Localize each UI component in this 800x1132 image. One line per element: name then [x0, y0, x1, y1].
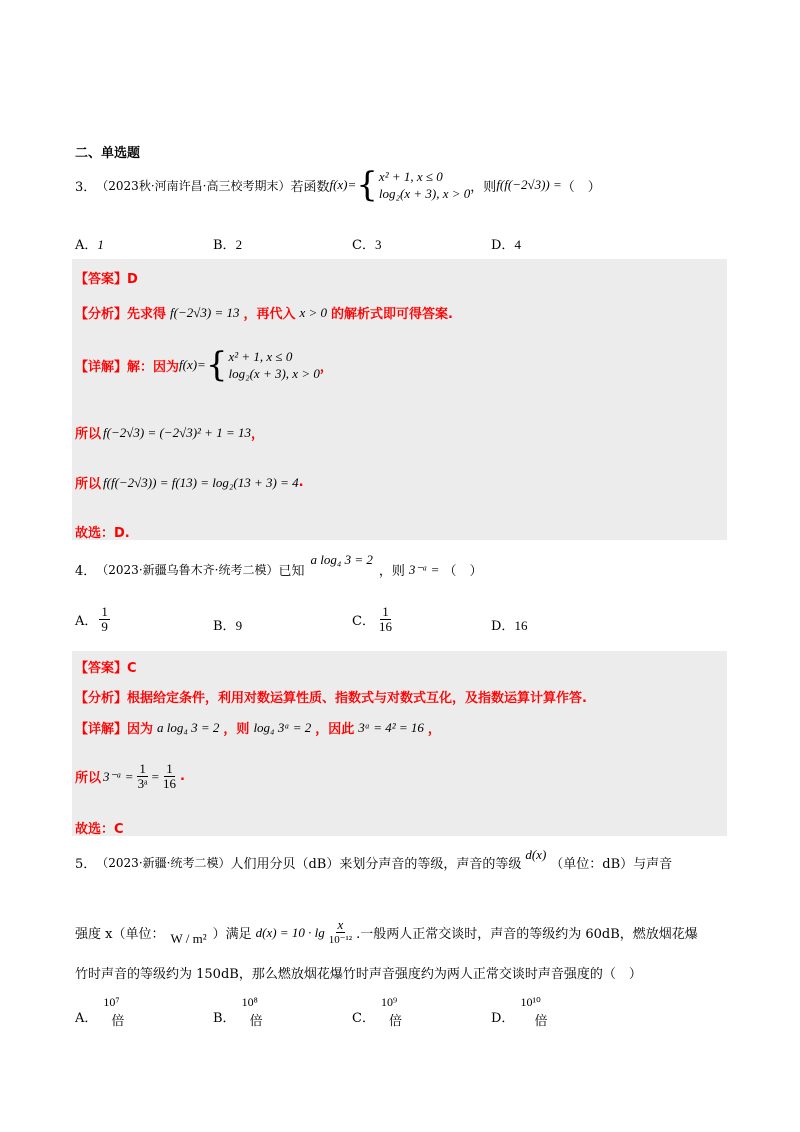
piecewise-case-2: log₂(x + 3), x > 0 [378, 186, 471, 201]
option-a[interactable]: A． 10⁷ 倍 [75, 995, 125, 1029]
answer-paren: （ ） [561, 179, 601, 195]
piecewise-function: { x² + 1, x ≤ 0 log₂(x + 3), x > 0 [205, 345, 320, 385]
piecewise-function: { x² + 1, x ≤ 0 log₂(x + 3), x > 0 [356, 165, 471, 205]
piecewise-case-1: x² + 1, x ≤ 0 [378, 169, 443, 184]
option-c[interactable]: C． $\frac{1}{16}$ [352, 604, 392, 634]
section-title: 二、单选题 [75, 146, 141, 161]
option-b[interactable]: B．2 [213, 237, 243, 253]
choose-line: 故选：D. [75, 526, 130, 541]
question-5-line-2: 强度 x（单位： W / m² ）满足 d(x) = 10 · lg $\frac{x}{\text{10⁻¹²}}$ .一般两人正常交谈时，声音的等级约为 60dB，燃放烟花爆 [75, 917, 698, 946]
option-b[interactable]: B． 10⁸ 倍 [213, 995, 263, 1029]
option-d[interactable]: D． 10¹⁰ 倍 [491, 995, 548, 1029]
option-a[interactable]: A． $\frac{1}{9}$ [75, 604, 108, 634]
question-expression: f(f(−2√3)) = [496, 177, 562, 192]
answer-label: 【答案】C [75, 661, 137, 676]
question-number: 3． [75, 179, 97, 195]
function-name: f(x)= [329, 177, 357, 192]
solution-box-q4 [72, 651, 727, 836]
question-text: 若函数 [290, 179, 330, 195]
question-5-line-1: 5． （2023·新疆·统考二模） 人们用分贝（dB）来划分声音的等级，声音的等级 d(x) （单位：dB）与声音 [75, 846, 673, 872]
question-source: （2023秋·河南许昌·高三校考期末） [96, 178, 291, 193]
question-3-stem [75, 165, 601, 205]
option-b[interactable]: B．9 [213, 618, 243, 634]
option-d[interactable]: D．16 [491, 618, 528, 634]
answer-label: 【答案】D [75, 272, 138, 287]
so-line: 所以 3⁻ᵃ = $\frac{1}{\text{3ᵃ}}$ = $\frac{1}{16}$ . [75, 761, 185, 791]
analysis-line: 【分析】先求得 f(−2√3) = 13 ，再代入 x > 0 的解析式即可得答案. [75, 304, 453, 322]
detail-line: 【详解】因为 a log₄ 3 = 2 ，则 log₄ 3ᵃ = 2 ，因此 3ᵃ = 4² = 16 ， [75, 719, 441, 737]
solution-box-q3 [72, 259, 727, 540]
so-line-2: 所以 f(f(−2√3)) = f(13) = log₂(13 + 3) = 4 . [75, 474, 304, 492]
option-a[interactable]: A．1 [75, 237, 104, 253]
option-c[interactable]: C．3 [352, 237, 382, 253]
so-line-1: 所以 f(−2√3) = (−2√3)² + 1 = 13 ， [75, 424, 264, 442]
analysis-line: 【分析】根据给定条件，利用对数运算性质、指数式与对数式互化，及指数运算计算作答. [75, 691, 587, 706]
option-d[interactable]: D．4 [491, 237, 521, 253]
choose-line: 故选：C [75, 822, 124, 837]
question-text: ，则 [470, 179, 497, 195]
question-4-stem: 4． （2023·新疆乌鲁木齐·统考二模） 已知 a log₄ 3 = 2 ，则 3⁻ᵃ = （ ） [75, 551, 483, 579]
question-5-line-3: 竹时声音的等级约为 150dB，那么燃放烟花爆竹时声音强度约为两人正常交谈时声音强度的（ ） [75, 967, 642, 982]
option-c[interactable]: C． 10⁹ 倍 [352, 995, 402, 1029]
detail-line: 【详解】解：因为 f(x)= { x² + 1, x ≤ 0 log₂(x + 3), x > 0 ， [75, 345, 333, 385]
